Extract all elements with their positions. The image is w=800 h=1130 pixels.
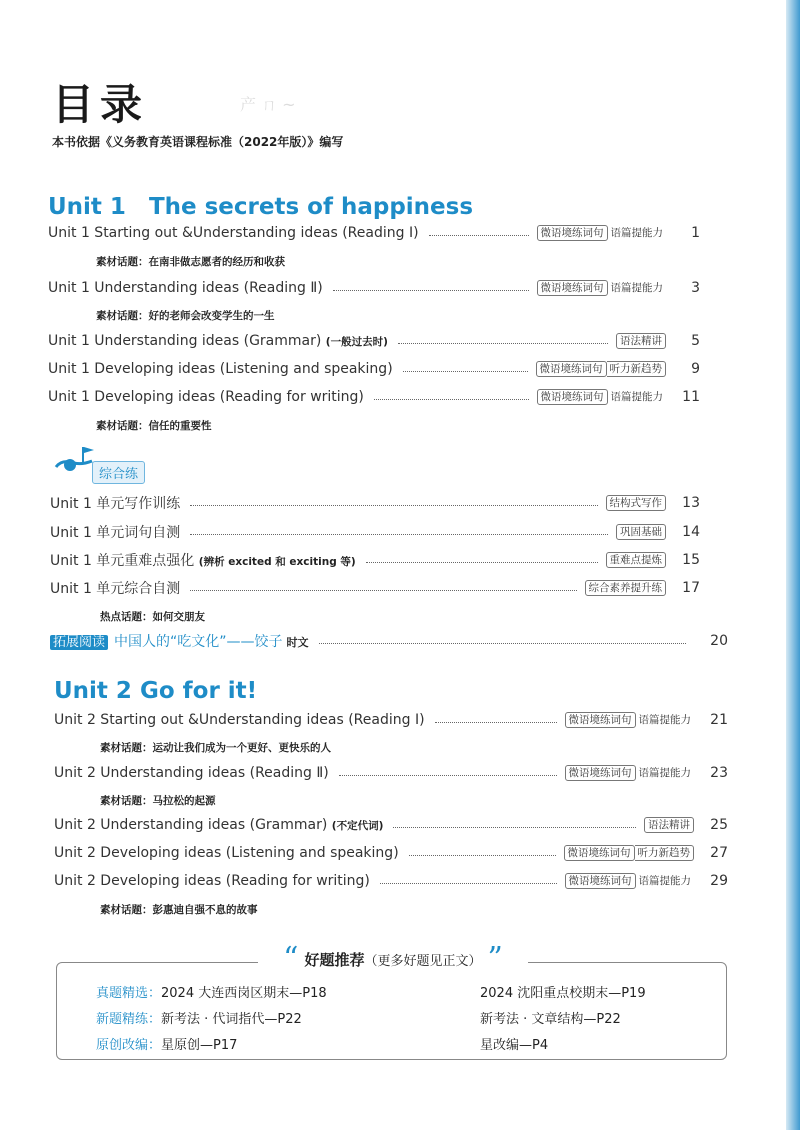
toc-entry[interactable]	[54, 871, 728, 891]
open-quote-icon: “	[283, 941, 299, 976]
tag-badge: 听力新趋势	[635, 845, 695, 861]
topic-note: 素材话题：运动让我们成为一个更好、更快乐的人	[100, 742, 331, 754]
tag-badge: 结构式写作	[606, 495, 667, 511]
entry-title: Unit 1 Starting out &Understanding ideas (Reading Ⅰ)	[48, 225, 419, 241]
page-number: 20	[710, 633, 728, 649]
recommendation-key: 原创改编：	[96, 1038, 162, 1053]
recommendation-item[interactable]	[96, 982, 327, 1001]
page-number: 1	[691, 225, 700, 241]
leader-dots	[380, 883, 557, 884]
tag-badge: 巩固基础	[616, 524, 666, 540]
tag-badge: 微语境练词句	[537, 280, 608, 296]
topic-note: 素材话题：马拉松的起源	[100, 795, 216, 807]
tag-label: 语篇提能力	[610, 282, 663, 294]
recommendation-key: 真题精选：	[96, 986, 162, 1001]
toc-entry-extended-reading[interactable]	[50, 631, 728, 651]
page-number: 25	[710, 817, 728, 833]
flag-icon	[52, 445, 96, 477]
recommendation-item[interactable]: 星改编—P4	[480, 1038, 549, 1053]
page-number: 5	[691, 333, 700, 349]
leader-dots	[435, 722, 557, 723]
tag-label: 语篇提能力	[638, 875, 691, 887]
page-number: 15	[682, 552, 700, 568]
tag-badge: 语法精讲	[644, 817, 694, 833]
topic-note: 素材话题：好的老师会改变学生的一生	[96, 310, 275, 322]
tag-badge: 微语境练词句	[537, 225, 608, 241]
leader-dots	[393, 827, 636, 828]
toc-entry[interactable]	[50, 578, 700, 598]
entry-title: Unit 2 Developing ideas (Listening and speaking)	[54, 845, 399, 861]
leader-dots	[398, 343, 608, 344]
toc-entry[interactable]	[50, 550, 700, 570]
leader-dots	[366, 562, 598, 563]
entry-title: Unit 2 Developing ideas (Reading for writing)	[54, 873, 370, 889]
entry-title: Unit 1 Developing ideas (Listening and speaking)	[48, 361, 393, 377]
close-quote-icon: ”	[487, 941, 503, 976]
recommendation-title: 好题推荐	[304, 950, 365, 969]
entry-title: Unit 1 单元写作训练	[50, 496, 181, 512]
toc-entry[interactable]	[54, 815, 728, 835]
tag-label: 语篇提能力	[638, 767, 691, 779]
toc-entry[interactable]	[50, 522, 700, 542]
tag-badge: 微语境练词句	[565, 765, 636, 781]
tag-label: 语篇提能力	[610, 227, 663, 239]
tag-badge: 微语境练词句	[536, 361, 607, 377]
entry-title: Unit 1 单元重难点强化	[50, 553, 195, 569]
entry-title: Unit 2 Starting out &Understanding ideas (Reading Ⅰ)	[54, 712, 425, 728]
toc-entry[interactable]	[54, 710, 728, 730]
toc-entry[interactable]	[50, 493, 700, 513]
page-title: 目录	[52, 80, 149, 129]
topic-note: 素材话题：彭惠迪自强不息的故事	[100, 904, 258, 916]
recommendation-header	[258, 941, 528, 976]
leader-dots	[190, 505, 597, 506]
toc-entry[interactable]	[48, 278, 700, 298]
tag-badge: 综合素养提升练	[585, 580, 667, 596]
entry-title: Unit 2 Understanding ideas (Reading Ⅱ)	[54, 765, 329, 781]
entry-title: 中国人的“吃文化”——饺子	[114, 633, 283, 650]
entry-title: Unit 1 单元综合自测	[50, 581, 181, 597]
page-number: 13	[682, 495, 700, 511]
page-number: 17	[682, 580, 700, 596]
recommendation-item[interactable]: 2024 沈阳重点校期末—P19	[480, 986, 646, 1001]
recommendation-value: 2024 大连西岗区期末—P18	[161, 986, 327, 1001]
recommendation-item[interactable]: 新考法 · 文章结构—P22	[480, 1012, 621, 1027]
tag-badge: 听力新趋势	[607, 361, 667, 377]
entry-note: (一般过去时)	[325, 336, 388, 348]
tag-badge: 微语境练词句	[537, 389, 608, 405]
tag-badge: 微语境练词句	[565, 712, 636, 728]
page-number: 14	[682, 524, 700, 540]
recommendation-value: 新考法 · 代词指代—P22	[161, 1012, 302, 1027]
toc-entry[interactable]	[54, 763, 728, 783]
ghost-text: 产 ㄇ ~	[240, 95, 296, 114]
entry-title: Unit 1 单元词句自测	[50, 525, 181, 541]
leader-dots	[374, 399, 529, 400]
page-number: 29	[710, 873, 728, 889]
page-number: 9	[691, 361, 700, 377]
tag-label: 语篇提能力	[638, 714, 691, 726]
topic-note: 热点话题：如何交朋友	[100, 611, 205, 623]
toc-entry[interactable]	[48, 331, 700, 351]
toc-entry[interactable]	[48, 359, 700, 379]
tag-badge: 微语境练词句	[564, 845, 635, 861]
entry-title: Unit 1 Developing ideas (Reading for writing)	[48, 389, 364, 405]
entry-note: (辨析 excited 和 exciting 等)	[198, 556, 356, 568]
extended-reading-badge: 拓展阅读	[50, 635, 108, 650]
leader-dots	[409, 855, 556, 856]
toc-entry[interactable]	[48, 387, 700, 407]
curriculum-basis: 本书依据《义务教育英语课程标准（2022年版）》编写	[52, 135, 344, 149]
entry-note: 时文	[286, 635, 309, 649]
tag-badge: 重难点提炼	[606, 552, 667, 568]
topic-note: 素材话题：信任的重要性	[96, 420, 212, 432]
page-number: 21	[710, 712, 728, 728]
page-number: 11	[682, 389, 700, 405]
page-number: 3	[691, 280, 700, 296]
unit-2-heading: Unit 2 Go for it!	[54, 678, 258, 704]
entry-title: Unit 1 Understanding ideas (Reading Ⅱ)	[48, 280, 323, 296]
right-edge-bar	[786, 0, 800, 1130]
leader-dots	[339, 775, 557, 776]
recommendation-key: 新题精练：	[96, 1012, 162, 1027]
tag-badge: 微语境练词句	[565, 873, 636, 889]
recommendation-item[interactable]	[96, 1008, 302, 1027]
entry-title: Unit 1 Understanding ideas (Grammar)	[48, 333, 322, 349]
leader-dots	[429, 235, 529, 236]
page-number: 27	[710, 845, 728, 861]
topic-note: 素材话题：在南非做志愿者的经历和收获	[96, 256, 285, 268]
toc-entry[interactable]	[48, 223, 700, 243]
recommendation-subtitle: （更多好题见正文）	[364, 953, 482, 969]
leader-dots	[333, 290, 529, 291]
recommendation-item[interactable]	[96, 1034, 237, 1053]
leader-dots	[190, 590, 576, 591]
tag-badge: 语法精讲	[616, 333, 666, 349]
unit-1-heading: Unit 1 The secrets of happiness	[48, 194, 474, 220]
leader-dots	[403, 371, 528, 372]
entry-note: (不定代词)	[331, 820, 384, 832]
toc-entry[interactable]	[54, 843, 728, 863]
entry-title: Unit 2 Understanding ideas (Grammar)	[54, 817, 328, 833]
page-number: 23	[710, 765, 728, 781]
leader-dots	[190, 534, 608, 535]
tag-label: 语篇提能力	[610, 391, 663, 403]
section-label-practice: 综合练	[92, 461, 145, 484]
leader-dots	[319, 643, 686, 644]
recommendation-value: 星原创—P17	[161, 1038, 238, 1053]
